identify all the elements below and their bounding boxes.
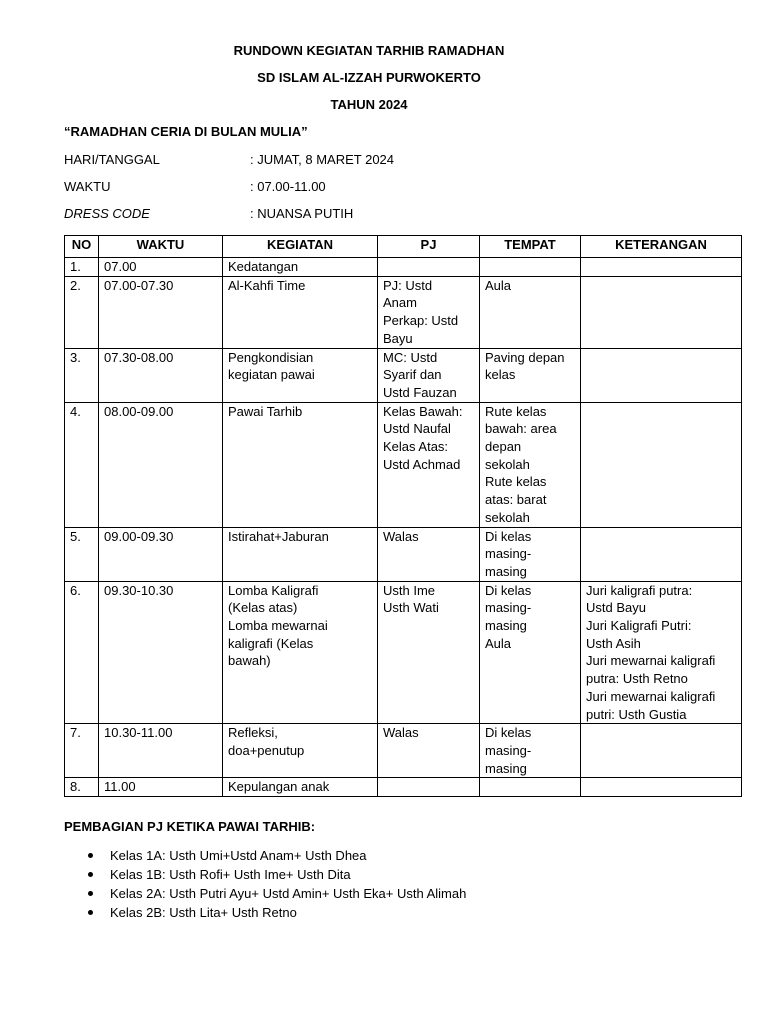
cell-line: kelas — [485, 367, 516, 383]
cell-line: Juri Kaligrafi Putri: — [586, 618, 692, 634]
cell-line: Syarif dan — [383, 367, 442, 383]
cell-line: sekolah — [485, 456, 530, 472]
column-header-tempat: TEMPAT — [480, 236, 581, 258]
column-header-keterangan: KETERANGAN — [581, 236, 742, 258]
list-item — [64, 865, 466, 884]
cell-line: Istirahat+Jaburan — [228, 528, 329, 544]
table-header-row — [65, 236, 742, 258]
school-name: SD ISLAM AL-IZZAH PURWOKERTO — [257, 70, 481, 85]
cell-line: Pawai Tarhib — [228, 403, 303, 419]
cell-no: 5. — [65, 527, 99, 581]
cell-line: Lomba Kaligrafi — [228, 582, 319, 598]
cell-line: Walas — [383, 528, 419, 544]
cell-line: Anam — [383, 295, 417, 311]
cell-waktu: 08.00-09.00 — [99, 402, 223, 527]
cell-line: Ustd Fauzan — [383, 384, 457, 400]
cell-no: 4. — [65, 402, 99, 527]
cell-line: Ustd Bayu — [586, 600, 646, 616]
cell-line: sekolah — [485, 509, 530, 525]
cell-line: Ustd Naufal — [383, 421, 451, 437]
cell-keterangan — [581, 581, 742, 724]
cell-kegiatan — [223, 258, 378, 277]
cell-pj — [378, 258, 480, 277]
cell-pj — [378, 778, 480, 797]
list-item-text: Kelas 2B: Usth Lita+ Usth Retno — [110, 905, 297, 920]
cell-tempat — [480, 527, 581, 581]
document-year: TAHUN 2024 — [330, 97, 408, 112]
cell-line: Kelas Bawah: — [383, 403, 463, 419]
table-row — [65, 527, 742, 581]
cell-waktu: 07.30-08.00 — [99, 348, 223, 402]
cell-line: Usth Wati — [383, 600, 439, 616]
cell-line: Di kelas — [485, 582, 532, 598]
cell-line: Al-Kahfi Time — [228, 277, 306, 293]
bullet-icon — [88, 910, 93, 915]
column-header-no: NO — [65, 236, 99, 258]
meta-value: : NUANSA PUTIH — [250, 206, 354, 221]
list-item — [64, 846, 466, 865]
cell-line: Kedatangan — [228, 259, 299, 274]
column-header-waktu: WAKTU — [99, 236, 223, 258]
list-item — [64, 903, 466, 922]
cell-no: 6. — [65, 581, 99, 724]
cell-tempat — [480, 581, 581, 724]
cell-waktu: 10.30-11.00 — [99, 724, 223, 778]
list-item — [64, 884, 466, 903]
cell-no: 2. — [65, 276, 99, 348]
cell-line: Aula — [485, 277, 512, 293]
table-row — [65, 348, 742, 402]
meta-value: : JUMAT, 8 MARET 2024 — [250, 152, 395, 167]
cell-line: Usth Ime — [383, 582, 436, 598]
cell-line: atas: barat — [485, 492, 547, 508]
cell-kegiatan — [223, 527, 378, 581]
cell-line: Kepulangan anak — [228, 779, 330, 795]
cell-line: Perkap: Ustd — [383, 313, 459, 329]
cell-line: bawah: area — [485, 421, 557, 437]
cell-line: kegiatan pawai — [228, 367, 315, 383]
bullet-icon — [88, 853, 93, 858]
cell-no: 3. — [65, 348, 99, 402]
pembagian-list — [64, 846, 466, 922]
cell-pj — [378, 724, 480, 778]
cell-line: kaligrafi (Kelas — [228, 635, 314, 651]
cell-waktu: 07.00 — [99, 258, 223, 277]
cell-keterangan — [581, 527, 742, 581]
cell-keterangan — [581, 348, 742, 402]
meta-value: : 07.00-11.00 — [250, 179, 326, 194]
cell-waktu: 09.30-10.30 — [99, 581, 223, 724]
table-row — [65, 724, 742, 778]
column-header-kegiatan: KEGIATAN — [223, 236, 378, 258]
table-row — [65, 402, 742, 527]
cell-no: 8. — [65, 778, 99, 797]
cell-keterangan — [581, 402, 742, 527]
cell-pj — [378, 276, 480, 348]
bullet-icon — [88, 891, 93, 896]
bullet-icon — [88, 872, 93, 877]
rundown-table — [64, 235, 742, 797]
cell-no: 1. — [65, 258, 99, 277]
cell-line: putra: Usth Retno — [586, 671, 688, 687]
cell-tempat — [480, 402, 581, 527]
cell-line: masing — [485, 760, 527, 776]
table-row — [65, 778, 742, 797]
table-row — [65, 258, 742, 277]
cell-kegiatan — [223, 778, 378, 797]
cell-line: Juri mewarnai kaligrafi — [586, 688, 716, 704]
cell-line: (Kelas atas) — [228, 600, 298, 616]
meta-label: WAKTU — [64, 179, 111, 194]
cell-line: depan — [485, 439, 522, 455]
cell-line: Juri mewarnai kaligrafi — [586, 653, 716, 669]
document-title: RUNDOWN KEGIATAN TARHIB RAMADHAN — [233, 43, 505, 58]
cell-line: masing — [485, 563, 527, 579]
meta-label: DRESS CODE — [64, 206, 150, 221]
cell-kegiatan — [223, 581, 378, 724]
cell-keterangan — [581, 276, 742, 348]
cell-pj — [378, 402, 480, 527]
cell-line: Aula — [485, 635, 512, 651]
list-item-text: Kelas 1A: Usth Umi+Ustd Anam+ Usth Dhea — [110, 848, 367, 863]
cell-line: Juri kaligrafi putra: — [586, 582, 693, 598]
cell-line: Refleksi, — [228, 725, 278, 741]
cell-line: Kelas Atas: — [383, 439, 449, 455]
cell-kegiatan — [223, 402, 378, 527]
cell-waktu: 07.00-07.30 — [99, 276, 223, 348]
cell-tempat — [480, 348, 581, 402]
event-theme: “RAMADHAN CERIA DI BULAN MULIA” — [64, 124, 308, 139]
list-item-text: Kelas 2A: Usth Putri Ayu+ Ustd Amin+ Usth Eka+ Usth Alimah — [110, 886, 467, 901]
cell-line: Pengkondisian — [228, 349, 314, 365]
cell-line: Ustd Achmad — [383, 456, 461, 472]
cell-waktu: 11.00 — [99, 778, 223, 797]
cell-line: Bayu — [383, 330, 413, 346]
cell-line: masing- — [485, 600, 532, 616]
cell-pj — [378, 527, 480, 581]
table-body — [65, 258, 742, 797]
cell-line: Paving depan — [485, 349, 565, 365]
cell-keterangan — [581, 724, 742, 778]
cell-keterangan — [581, 258, 742, 277]
cell-line: masing- — [485, 742, 532, 758]
list-item-text: Kelas 1B: Usth Rofi+ Usth Ime+ Usth Dita — [110, 867, 351, 882]
cell-line: Di kelas — [485, 725, 532, 741]
cell-tempat — [480, 724, 581, 778]
cell-kegiatan — [223, 276, 378, 348]
cell-line: Di kelas — [485, 528, 532, 544]
cell-line: Walas — [383, 725, 419, 741]
cell-kegiatan — [223, 348, 378, 402]
meta-label: HARI/TANGGAL — [64, 152, 160, 167]
cell-line: Lomba mewarnai — [228, 618, 328, 634]
cell-tempat — [480, 276, 581, 348]
cell-line: masing — [485, 618, 527, 634]
column-header-pj: PJ — [378, 236, 480, 258]
cell-tempat — [480, 258, 581, 277]
table-row — [65, 581, 742, 724]
cell-waktu: 09.00-09.30 — [99, 527, 223, 581]
cell-line: Usth Asih — [586, 635, 641, 651]
cell-line: MC: Ustd — [383, 349, 438, 365]
pembagian-heading: PEMBAGIAN PJ KETIKA PAWAI TARHIB: — [64, 819, 316, 834]
cell-keterangan — [581, 778, 742, 797]
cell-line: PJ: Ustd — [383, 277, 433, 293]
cell-line: doa+penutup — [228, 742, 305, 758]
cell-pj — [378, 348, 480, 402]
cell-pj — [378, 581, 480, 724]
cell-line: bawah) — [228, 653, 271, 669]
cell-tempat — [480, 778, 581, 797]
cell-line: masing- — [485, 546, 532, 562]
cell-line: Rute kelas — [485, 474, 547, 490]
cell-kegiatan — [223, 724, 378, 778]
cell-line: Rute kelas — [485, 403, 547, 419]
table-row — [65, 276, 742, 348]
cell-line: putri: Usth Gustia — [586, 706, 687, 722]
cell-no: 7. — [65, 724, 99, 778]
